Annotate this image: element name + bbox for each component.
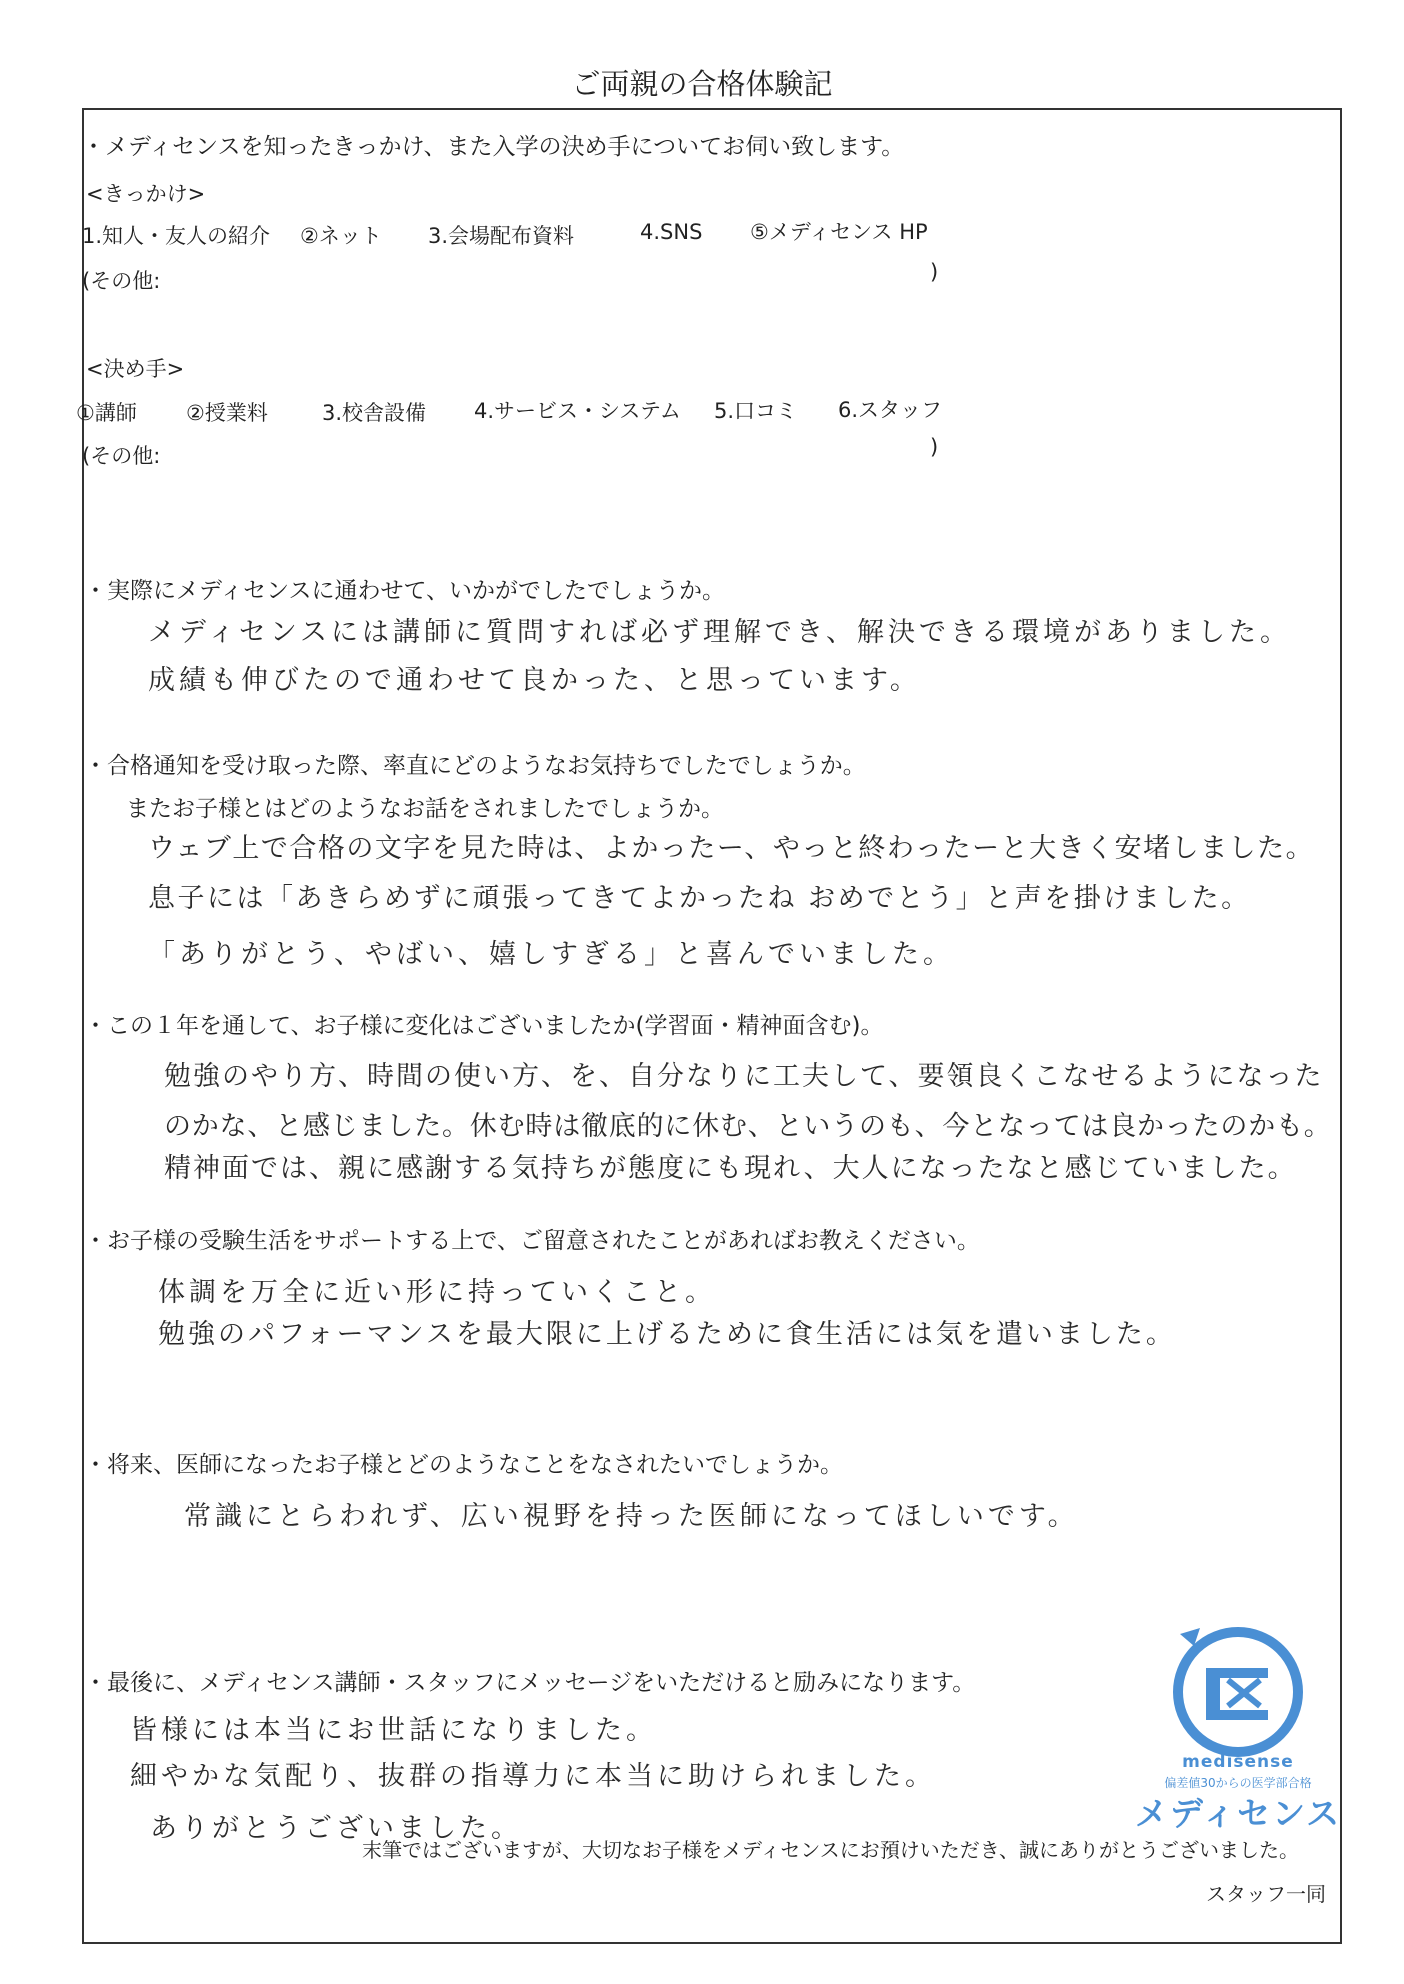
q1-question: ・メディセンスを知ったきっかけ、また入学の決め手についてお伺い致します。: [82, 134, 905, 160]
q4-answer-line-3: 精神面では、親に感謝する気持ちが態度にも現れ、大人になったなと感じていました。: [164, 1153, 1297, 1184]
kimete-option-6: 6.スタッフ: [838, 398, 943, 422]
q4-question: ・この１年を通して、お子様に変化はございましたか(学習面・精神面含む)。: [84, 1013, 884, 1039]
q2-answer-line-2: 成績も伸びたので通わせて良かった、と思っています。: [148, 665, 921, 696]
q4-answer-line-2: のかな、と感じました。休む時は徹底的に休む、というのも、今となっては良かったのかも。: [164, 1111, 1332, 1142]
kimete-other-label: (その他:: [82, 444, 161, 468]
kimete-other-close: ): [930, 435, 939, 459]
kikkake-option-5: ⑤メディセンス HP: [750, 220, 928, 244]
kikkake-option-1: 1.知人・友人の紹介: [82, 224, 271, 248]
kikkake-option-2: ②ネット: [300, 224, 382, 248]
q6-question: ・将来、医師になったお子様とどのようなことをなされたいでしょうか。: [84, 1452, 843, 1478]
q2-answer-line-1: メディセンスには講師に質問すれば必ず理解でき、解決できる環境がありました。: [148, 617, 1291, 648]
q5-answer-line-1: 体調を万全に近い形に持っていくこと。: [158, 1277, 716, 1308]
kimete-option-2: ②授業料: [186, 401, 268, 425]
q3-question-2: またお子様とはどのようなお話をされましたでしょうか。: [126, 796, 724, 822]
q3-answer-line-1: ウェブ上で合格の文字を見た時は、よかったー、やっと終わったーと大きく安堵しました。: [148, 833, 1315, 864]
q5-answer-line-2: 勉強のパフォーマンスを最大限に上げるために食生活には気を遣いました。: [158, 1319, 1176, 1350]
closing-message: 末筆ではございますが、大切なお子様をメディセンスにお預けいただき、誠にありがとうございました。: [362, 1838, 1299, 1862]
kikkake-other-close: ): [930, 260, 939, 284]
kimete-option-4: 4.サービス・システム: [474, 399, 681, 423]
q3-answer-line-2: 息子には「あきらめずに頑張ってきてよかったね おめでとう」と声を掛けました。: [148, 883, 1251, 914]
q7-answer-line-3: ありがとうございました。: [150, 1813, 522, 1844]
q2-question: ・実際にメディセンスに通わせて、いかがでしたでしょうか。: [84, 578, 726, 604]
q5-question: ・お子様の受験生活をサポートする上で、ご留意されたことがあればお教えください。: [84, 1228, 980, 1254]
kimete-label: <決め手>: [86, 357, 185, 381]
kikkake-other-label: (その他:: [82, 269, 161, 293]
logo-en-text: medisense: [1182, 1752, 1294, 1772]
kikkake-label: <きっかけ>: [86, 182, 206, 206]
q7-answer-line-1: 皆様には本当にお世話になりました。: [130, 1715, 657, 1746]
logo-sub-text: 偏差値30からの医学部合格: [1164, 1776, 1312, 1790]
page-title: ご両親の合格体験記: [571, 67, 833, 101]
kikkake-option-3: 3.会場配布資料: [428, 224, 575, 248]
staff-signature: スタッフ一同: [1206, 1882, 1326, 1906]
kikkake-option-4: 4.SNS: [640, 220, 703, 244]
q7-answer-line-2: 細やかな気配り、抜群の指導力に本当に助けられました。: [130, 1761, 936, 1792]
q3-answer-line-3: 「ありがとう、やばい、嬉しすぎる」と喜んでいました。: [148, 939, 954, 970]
logo-jp-text: メディセンス: [1134, 1794, 1342, 1833]
q4-answer-line-1: 勉強のやり方、時間の使い方、を、自分なりに工夫して、要領良くこなせるようになった: [164, 1061, 1324, 1092]
kimete-option-5: 5.口コミ: [714, 399, 798, 423]
kimete-option-3: 3.校舎設備: [322, 401, 427, 425]
q6-answer-line-1: 常識にとらわれず、広い視野を持った医師になってほしいです。: [184, 1501, 1079, 1532]
q3-question: ・合格通知を受け取った際、率直にどのようなお気持ちでしたでしょうか。: [84, 753, 866, 779]
q7-question: ・最後に、メディセンス講師・スタッフにメッセージをいただけると励みになります。: [84, 1670, 976, 1696]
kimete-option-1: ①講師: [76, 401, 137, 425]
